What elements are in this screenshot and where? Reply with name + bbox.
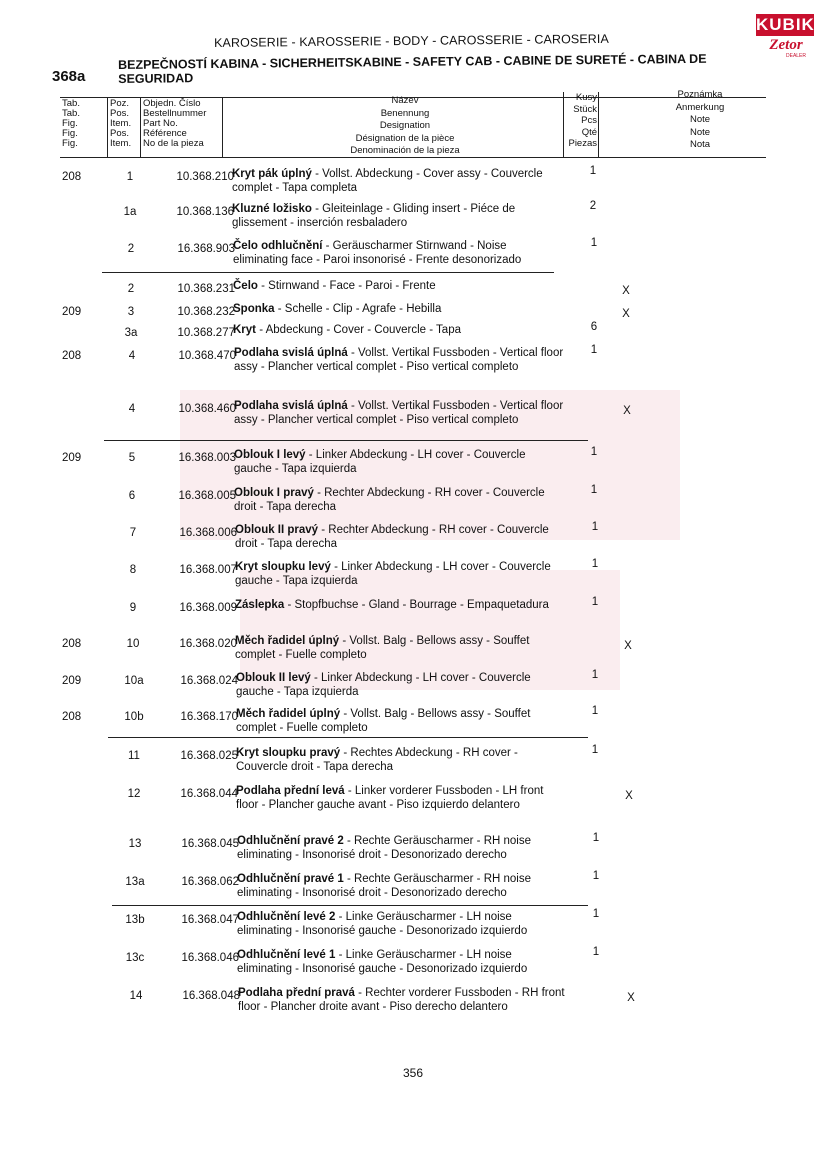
section-number: 368a: [52, 68, 86, 85]
row-description: [237, 834, 567, 862]
row-name-translations: - Geräuscharmer Stirnwand - Noise eliminating face - Paroi insonorisé - Frente desonorizado: [233, 240, 522, 266]
row-position: 12: [127, 788, 141, 800]
row-description: [234, 399, 564, 427]
col-header-qty: Kusy Stück Pcs Qté Piezas: [568, 92, 597, 149]
page-header-title: KAROSERIE - KAROSSERIE - BODY - CAROSSERIE - CAROSERIA: [214, 31, 609, 50]
row-position: 13b: [125, 914, 145, 926]
row-quantity: 2: [589, 200, 597, 212]
row-position: 9: [129, 602, 137, 614]
row-name-translations: - Vollst. Vertikal Fussboden - Vertical floor assy - Plancher vertical complet - Piso vertical completo: [234, 347, 564, 373]
row-description: [238, 986, 568, 1014]
row-tab: 208: [62, 711, 82, 723]
logo-dealer-text: DEALER: [786, 53, 807, 59]
row-note: X: [624, 640, 632, 652]
row-name-czech: Sponka: [233, 303, 275, 315]
row-name-czech: Podlaha přední pravá: [238, 987, 355, 999]
row-part-number: 10.368.470: [178, 350, 236, 362]
row-part-number: 16.368.044: [180, 788, 238, 800]
row-part-number: 10.368.277: [177, 327, 235, 339]
row-name-translations: - Linker Abdeckung - LH cover - Couvercle gauche - Tapa izquierda: [236, 672, 531, 698]
row-part-number: 16.368.170: [180, 711, 238, 723]
row-note: X: [625, 790, 633, 802]
table-row: [0, 782, 826, 822]
table-row: [0, 669, 826, 709]
row-part-number: 16.368.046: [181, 952, 239, 964]
row-quantity: 1: [592, 832, 600, 844]
group-separator: [102, 272, 554, 273]
row-position: 4: [128, 403, 136, 415]
row-position: 11: [128, 750, 140, 762]
row-quantity: 1: [591, 521, 599, 533]
row-description: [236, 784, 566, 812]
row-name-czech: Odhlučnění pravé 1: [237, 873, 344, 885]
table-row: [0, 596, 826, 636]
row-part-number: 10.368.136: [176, 206, 234, 218]
row-name-czech: Čelo: [233, 280, 258, 292]
row-position: 3: [127, 306, 135, 318]
row-description: [234, 486, 564, 514]
row-name-translations: - Vollst. Balg - Bellows assy - Souffet complet - Fuelle completo: [236, 708, 531, 734]
table-row: [0, 744, 826, 784]
table-row: [0, 237, 826, 277]
row-name-czech: Odhlučnění levé 2: [237, 911, 336, 923]
row-description: [235, 598, 565, 612]
row-description: [237, 948, 567, 976]
col-header-note: Poznámka Anmerkung Note Note Nota: [675, 89, 725, 150]
row-position: 14: [129, 990, 143, 1002]
kubik-zetor-logo: [756, 14, 814, 60]
row-description: [232, 167, 562, 195]
row-name-translations: - Stopfbuchse - Gland - Bourrage - Empaquetadura: [287, 599, 549, 611]
row-description: [233, 279, 563, 293]
group-separator: [104, 440, 588, 441]
table-row: [0, 484, 826, 524]
row-name-czech: Kryt sloupku pravý: [236, 747, 341, 759]
page-number: 356: [402, 1066, 424, 1080]
col-header-number: Objedn. Číslo Bestellnummer Part No. Référence No de la pieza: [143, 98, 207, 149]
row-position: 10b: [124, 711, 144, 723]
col-header-tab: Tab. Tab. Fig. Fig. Fig.: [62, 98, 80, 149]
row-name-translations: - Rechtes Abdeckung - RH cover - Couvercle droit - Tapa derecha: [236, 747, 518, 773]
row-name-czech: Oblouk I pravý: [234, 487, 314, 499]
row-description: [235, 634, 565, 662]
row-name-czech: Odhlučnění levé 1: [237, 949, 336, 961]
row-part-number: 16.368.062: [181, 876, 239, 888]
row-description: [232, 202, 562, 230]
row-position: 3a: [124, 327, 138, 339]
row-name-czech: Kryt sloupku levý: [235, 561, 331, 573]
row-description: [236, 707, 566, 735]
row-description: [233, 302, 563, 316]
row-part-number: 16.368.048: [182, 990, 240, 1002]
column-divider: [598, 92, 599, 157]
row-tab: 208: [62, 350, 82, 362]
table-row: [0, 984, 826, 1024]
row-quantity: 1: [590, 446, 598, 458]
row-position: 4: [128, 350, 136, 362]
col-header-name: Název Benennung Designation Désignation de la pièce Denominación de la pieza: [350, 95, 460, 156]
row-name-czech: Oblouk I levý: [234, 449, 306, 461]
row-name-czech: Kryt pák úplný: [232, 168, 312, 180]
row-position: 6: [128, 490, 136, 502]
row-name-translations: - Linker Abdeckung - LH cover - Couvercle gauche - Tapa izquierda: [235, 561, 551, 587]
row-name-translations: - Gleiteinlage - Gliding insert - Piéce de glissement - inserción resbaladero: [232, 203, 516, 229]
row-name-czech: Odhlučnění pravé 2: [237, 835, 344, 847]
table-row: [0, 446, 826, 486]
row-part-number: 16.368.005: [178, 490, 236, 502]
row-quantity: 1: [589, 165, 597, 177]
row-name-translations: - Linker vorderer Fussboden - LH front floor - Plancher gauche avant - Piso izquierdo delantero: [236, 785, 544, 811]
row-position: 1a: [123, 206, 137, 218]
table-row: [0, 521, 826, 561]
row-tab: 209: [62, 452, 82, 464]
row-position: 1: [126, 171, 134, 183]
row-description: [233, 323, 563, 337]
row-position: 7: [129, 527, 137, 539]
row-name-translations: - Rechter Abdeckung - RH cover - Couvercle droit - Tapa derecha: [235, 524, 549, 550]
row-tab: 209: [62, 306, 82, 318]
row-name-translations: - Vollst. Abdeckung - Cover assy - Couvercle complet - Tapa completa: [232, 168, 543, 194]
table-row: [0, 632, 826, 672]
row-part-number: 16.368.007: [179, 564, 237, 576]
group-separator: [112, 905, 588, 906]
row-quantity: 1: [592, 946, 600, 958]
row-tab: 208: [62, 638, 82, 650]
row-name-czech: Měch řadidel úplný: [235, 635, 340, 647]
table-row: [0, 705, 826, 745]
row-quantity: 1: [591, 669, 599, 681]
row-position: 5: [128, 452, 136, 464]
row-name-czech: Oblouk II pravý: [235, 524, 319, 536]
row-name-czech: Podlaha svislá úplná: [234, 347, 348, 359]
table-row: [0, 200, 826, 240]
row-part-number: 10.368.210: [176, 171, 234, 183]
row-name-translations: - Rechte Geräuscharmer - RH noise eliminating - Insonorisé droit - Desonorizado derecho: [237, 873, 531, 899]
table-row: [0, 165, 826, 205]
row-note: X: [627, 992, 635, 1004]
row-name-translations: - Vollst. Balg - Bellows assy - Souffet complet - Fuelle completo: [235, 635, 530, 661]
row-name-translations: - Linker Abdeckung - LH cover - Couvercle gauche - Tapa izquierda: [234, 449, 526, 475]
row-position: 2: [127, 283, 135, 295]
row-quantity: 1: [590, 484, 598, 496]
row-name-czech: Kryt: [233, 324, 257, 336]
row-part-number: 10.368.232: [177, 306, 235, 318]
row-name-translations: - Vollst. Vertikal Fussboden - Vertical floor assy - Plancher vertical complet - Piso vertical completo: [234, 400, 564, 426]
table-row: [0, 344, 826, 384]
row-quantity: 1: [591, 558, 599, 570]
logo-kubik-text: KUBIK: [756, 15, 815, 34]
row-position: 8: [129, 564, 137, 576]
row-quantity: 1: [590, 237, 598, 249]
row-quantity: 1: [590, 344, 598, 356]
row-name-translations: - Stirnwand - Face - Paroi - Frente: [261, 280, 436, 292]
row-part-number: 16.368.045: [181, 838, 239, 850]
col-header-pos: Poz. Pos. Item. Pos. Item.: [110, 98, 132, 149]
row-name-czech: Měch řadidel úplný: [236, 708, 341, 720]
row-part-number: 16.368.020: [179, 638, 237, 650]
row-part-number: 16.368.047: [181, 914, 239, 926]
row-position: 13c: [125, 952, 145, 964]
row-description: [236, 671, 566, 699]
row-part-number: 16.368.009: [179, 602, 237, 614]
row-part-number: 16.368.006: [179, 527, 237, 539]
column-divider: [222, 97, 223, 157]
row-part-number: 16.368.024: [180, 675, 238, 687]
row-description: [237, 872, 567, 900]
row-name-czech: Oblouk II levý: [236, 672, 311, 684]
group-separator: [108, 737, 588, 738]
row-tab: 208: [62, 171, 82, 183]
row-quantity: 1: [592, 908, 600, 920]
row-name-czech: Záslepka: [235, 599, 285, 611]
column-divider: [140, 97, 141, 157]
row-quantity: 1: [592, 870, 600, 882]
table-row: [0, 558, 826, 598]
table-row: [0, 946, 826, 986]
row-description: [234, 448, 564, 476]
row-description: [233, 239, 563, 267]
row-quantity: 1: [591, 744, 599, 756]
row-name-translations: - Linke Geräuscharmer - LH noise eliminating - Insonorisé gauche - Desonorizado izquierdo: [237, 949, 528, 975]
row-name-czech: Podlaha svislá úplná: [234, 400, 348, 412]
row-position: 13a: [125, 876, 145, 888]
table-row: [0, 832, 826, 872]
row-name-translations: - Linke Geräuscharmer - LH noise eliminating - Insonorisé gauche - Desonorizado izquierdo: [237, 911, 528, 937]
row-part-number: 10.368.460: [178, 403, 236, 415]
row-description: [234, 346, 564, 374]
row-part-number: 16.368.025: [180, 750, 238, 762]
row-name-czech: Kluzné ložisko: [232, 203, 312, 215]
row-description: [235, 523, 565, 551]
row-name-translations: - Rechter Abdeckung - RH cover - Couvercle droit - Tapa derecha: [234, 487, 545, 513]
row-description: [235, 560, 565, 588]
table-row: [0, 908, 826, 948]
row-quantity: 1: [591, 705, 599, 717]
row-name-translations: - Rechter vorderer Fussboden - RH front floor - Plancher droite avant - Piso derecho delantero: [238, 987, 565, 1013]
row-tab: 209: [62, 675, 82, 687]
table-row: [0, 397, 826, 437]
row-position: 2: [127, 243, 135, 255]
row-part-number: 10.368.231: [177, 283, 235, 295]
row-note: X: [622, 285, 630, 297]
row-part-number: 16.368.003: [178, 452, 236, 464]
row-quantity: 6: [590, 321, 598, 333]
row-description: [236, 746, 566, 774]
row-position: 10a: [124, 675, 144, 687]
table-row: [0, 870, 826, 910]
row-name-translations: - Schelle - Clip - Agrafe - Hebilla: [277, 303, 442, 315]
row-name-czech: Podlaha přední levá: [236, 785, 345, 797]
logo-zetor-text: Zetor: [769, 37, 803, 53]
row-description: [237, 910, 567, 938]
row-note: X: [623, 405, 631, 417]
section-title: BEZPEČNOSTÍ KABINA - SICHERHEITSKABINE - SAFETY CAB - CABINE DE SURETÉ - CABINA DE SEGURIDAD: [118, 51, 707, 86]
row-note: X: [622, 308, 630, 320]
column-divider: [107, 97, 108, 157]
row-name-translations: - Abdeckung - Cover - Couvercle - Tapa: [259, 324, 461, 336]
row-position: 13: [128, 838, 142, 850]
row-name-czech: Čelo odhlučnění: [233, 240, 323, 252]
row-name-translations: - Rechte Geräuscharmer - RH noise eliminating - Insonorisé droit - Desonorizado derecho: [237, 835, 531, 861]
row-position: 10: [126, 638, 140, 650]
row-part-number: 16.368.903: [177, 243, 235, 255]
row-quantity: 1: [591, 596, 599, 608]
